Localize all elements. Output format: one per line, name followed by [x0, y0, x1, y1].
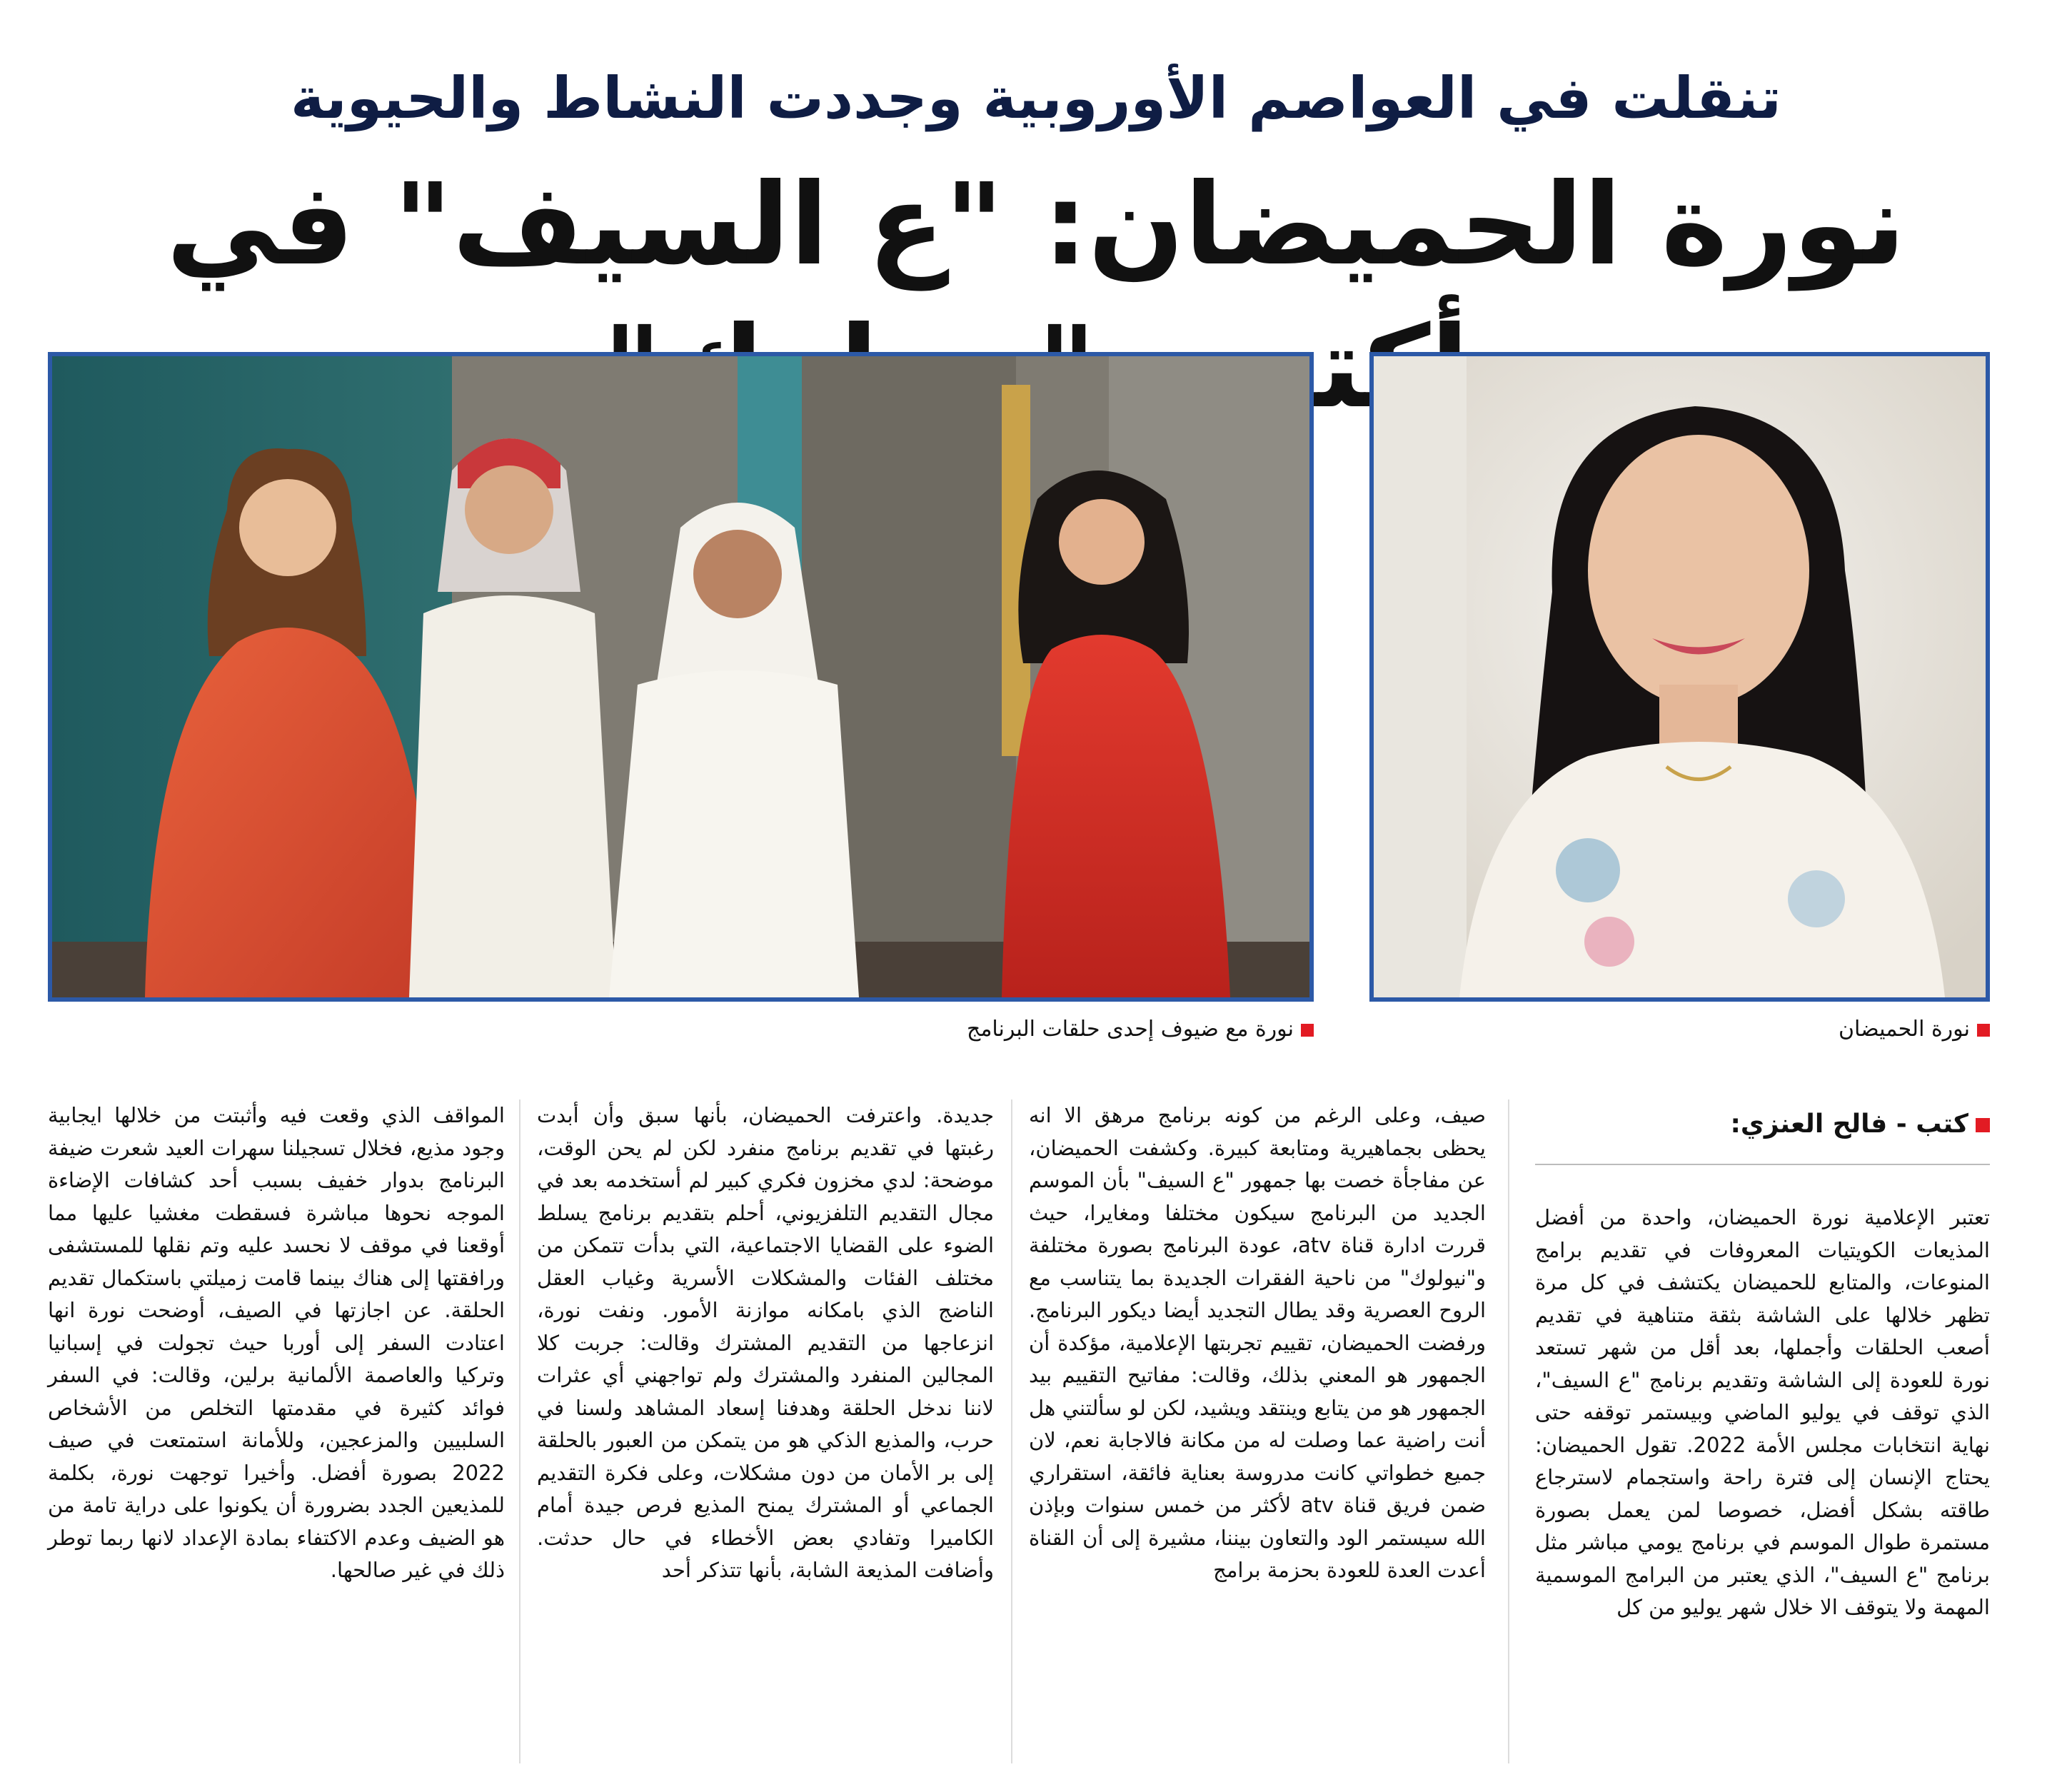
- portrait-photo: [1369, 352, 1990, 1002]
- byline-text: كتب - فالح العنزي:: [1730, 1109, 1968, 1139]
- caption-bullet-icon: [1301, 1024, 1314, 1037]
- column-divider: [519, 1099, 520, 1763]
- article-headline: نورة الحميضان: "ع السيف" في: [166, 159, 1906, 291]
- article-kicker: تنقلت في العواصم الأوروبية وجددت النشاط والحيوية: [291, 65, 1781, 131]
- column-4-text: المواقف الذي وقعت فيه وأثبتت من خلالها ايجابية وجود مذيع، فخلال تسجيلنا سهرات العيد شعرت ضيفة البرنامج بدوار خفيف بسبب أحد كشافات الإضاءة الموجه نحوها مباشرة فسقطت مغشيا عليها مما أوقعنا في موقف لا نحسد عليه وتم نقلها للمستشفى ورافقتها إلى هناك بينما قامت زميلتي باستكمال تقديم الحلقة. عن اجازتها في الصيف، أوضحت نورة انها اعتادت السفر إلى أوربا حيث تجولت في إسبانيا وتركيا والعاصمة الألمانية برلين، وقالت: في السفر فوائد كثيرة في مقدمتها التخلص من الأشخاص السلبيين والمزعجين، وللأمانة استمتعت في صيف 2022 بصورة أفضل. وأخيرا توجهت نورة، بكلمة للمذيعين الجدد بضرورة أن يكونوا على دراية تامة من هو الضيف وعدم الاكتفاء بمادة الإعداد لانها ربما توطر ذلك في غير صالحها.: [48, 1103, 505, 1582]
- byline-divider: [1535, 1164, 1990, 1165]
- byline-bullet-icon: [1976, 1118, 1990, 1132]
- group-photo: [48, 352, 1314, 1002]
- group-photo-illustration: [52, 356, 1309, 997]
- article-column-2: [1029, 1099, 1486, 1587]
- column-3-text: جديدة. واعترفت الحميضان، بأنها سبق وأن أبدت رغبتها في تقديم برنامج منفرد لكن لم يحن الوقت، موضحة: لدي مخزون فكري كبير لم أستخدمه بعد في مجال التقديم التلفزيوني، أحلم بتقديم برنامج يسلط الضوء على القضايا الاجتماعية، التي بدأت تتمكن من مختلف الفئات والمشكلات الأسرية وغياب العقل الناضج الذي بامكانه موازنة الأمور. ونفت نورة، انزعاجها من التقديم المشترك وقالت: جربت كلا المجالين المنفرد والمشترك ولم تواجهني أي عثرات لاننا ندخل الحلقة وهدفنا إسعاد المشاهد ولسنا في حرب، والمذيع الذكي هو من يتمكن من العبور بالحلقة إلى بر الأمان من دون مشكلات، وعلى فكرة التقديم الجماعي أو المشترك يمنح المذيع فرص جيدة أمام الكاميرا وتفادي بعض الأخطاء في حال حدثت. وأضافت المذيعة الشابة، بأنها تتذكر أحد: [537, 1103, 994, 1582]
- caption-bullet-icon: [1977, 1024, 1990, 1037]
- portrait-caption: [1369, 1015, 1990, 1044]
- column-2-text: صيف، وعلى الرغم من كونه برنامج مرهق الا انه يحظى بجماهيرية ومتابعة كبيرة. وكشفت الحميضان، عن مفاجأة خصت بها جمهور "ع السيف" بأن الموسم الجديد من البرنامج سيكون مختلفا ومغايرا، حيث قررت ادارة قناة atv، عودة البرنامج بصورة مختلفة و"نيولوك" من ناحية الفقرات الجديدة بما يتناسب مع الروح العصرية وقد يطال التجديد أيضا ديكور البرنامج. ورفضت الحميضان، تقييم تجربتها الإعلامية، مؤكدة أن الجمهور هو المعني بذلك، وقالت: مفاتيح التقييم بيد الجمهور هو من يتابع وينتقد ويشيد، لكن لو سألتني هل أنت راضية عما وصلت له من مكانة فالاجابة نعم، لان جميع خطواتي كانت مدروسة بعناية فائقة، استقراري ضمن فريق قناة atv لأكثر من خمس سنوات وبإذن الله سيستمر الود والتعاون بيننا، مشيرة إلى أن القناة أعدت العدة للعودة بحزمة برامج: [1029, 1103, 1486, 1582]
- column-divider: [1011, 1099, 1012, 1763]
- article-column-4: [48, 1099, 505, 1587]
- group-photo-caption: [48, 1015, 1314, 1044]
- article-column-1: [1535, 1202, 1990, 1624]
- column-divider: [1508, 1099, 1509, 1763]
- article-column-3: [537, 1099, 994, 1587]
- byline: [1535, 1107, 1990, 1142]
- portrait-illustration: [1374, 356, 1986, 997]
- group-caption-text: نورة مع ضيوف إحدى حلقات البرنامج: [966, 1017, 1294, 1042]
- portrait-caption-text: نورة الحميضان: [1838, 1017, 1970, 1042]
- column-1-text: تعتبر الإعلامية نورة الحميضان، واحدة من أفضل المذيعات الكويتيات المعروفات في تقديم برامج المنوعات، والمتابع للحميضان يكتشف في كل مرة تظهر خلالها على الشاشة بثقة متناهية في تقديم أصعب الحلقات وأجملها، بعد أقل من شهر تستعد نورة للعودة إلى الشاشة وتقديم برنامج "ع السيف"، الذي توقف في يوليو الماضي وبيستمر توقفه حتى نهاية انتخابات مجلس الأمة 2022. تقول الحميضان: يحتاج الإنسان إلى فترة راحة واستجمام لاسترجاع طاقته بشكل أفضل، خصوصا لمن يعمل بصورة مستمرة طوال الموسم في برنامج يومي مباشر مثل برنامج "ع السيف"، الذي يعتبر من البرامج الموسمية المهمة ولا يتوقف الا خلال شهر يوليو من كل: [1535, 1205, 1990, 1619]
